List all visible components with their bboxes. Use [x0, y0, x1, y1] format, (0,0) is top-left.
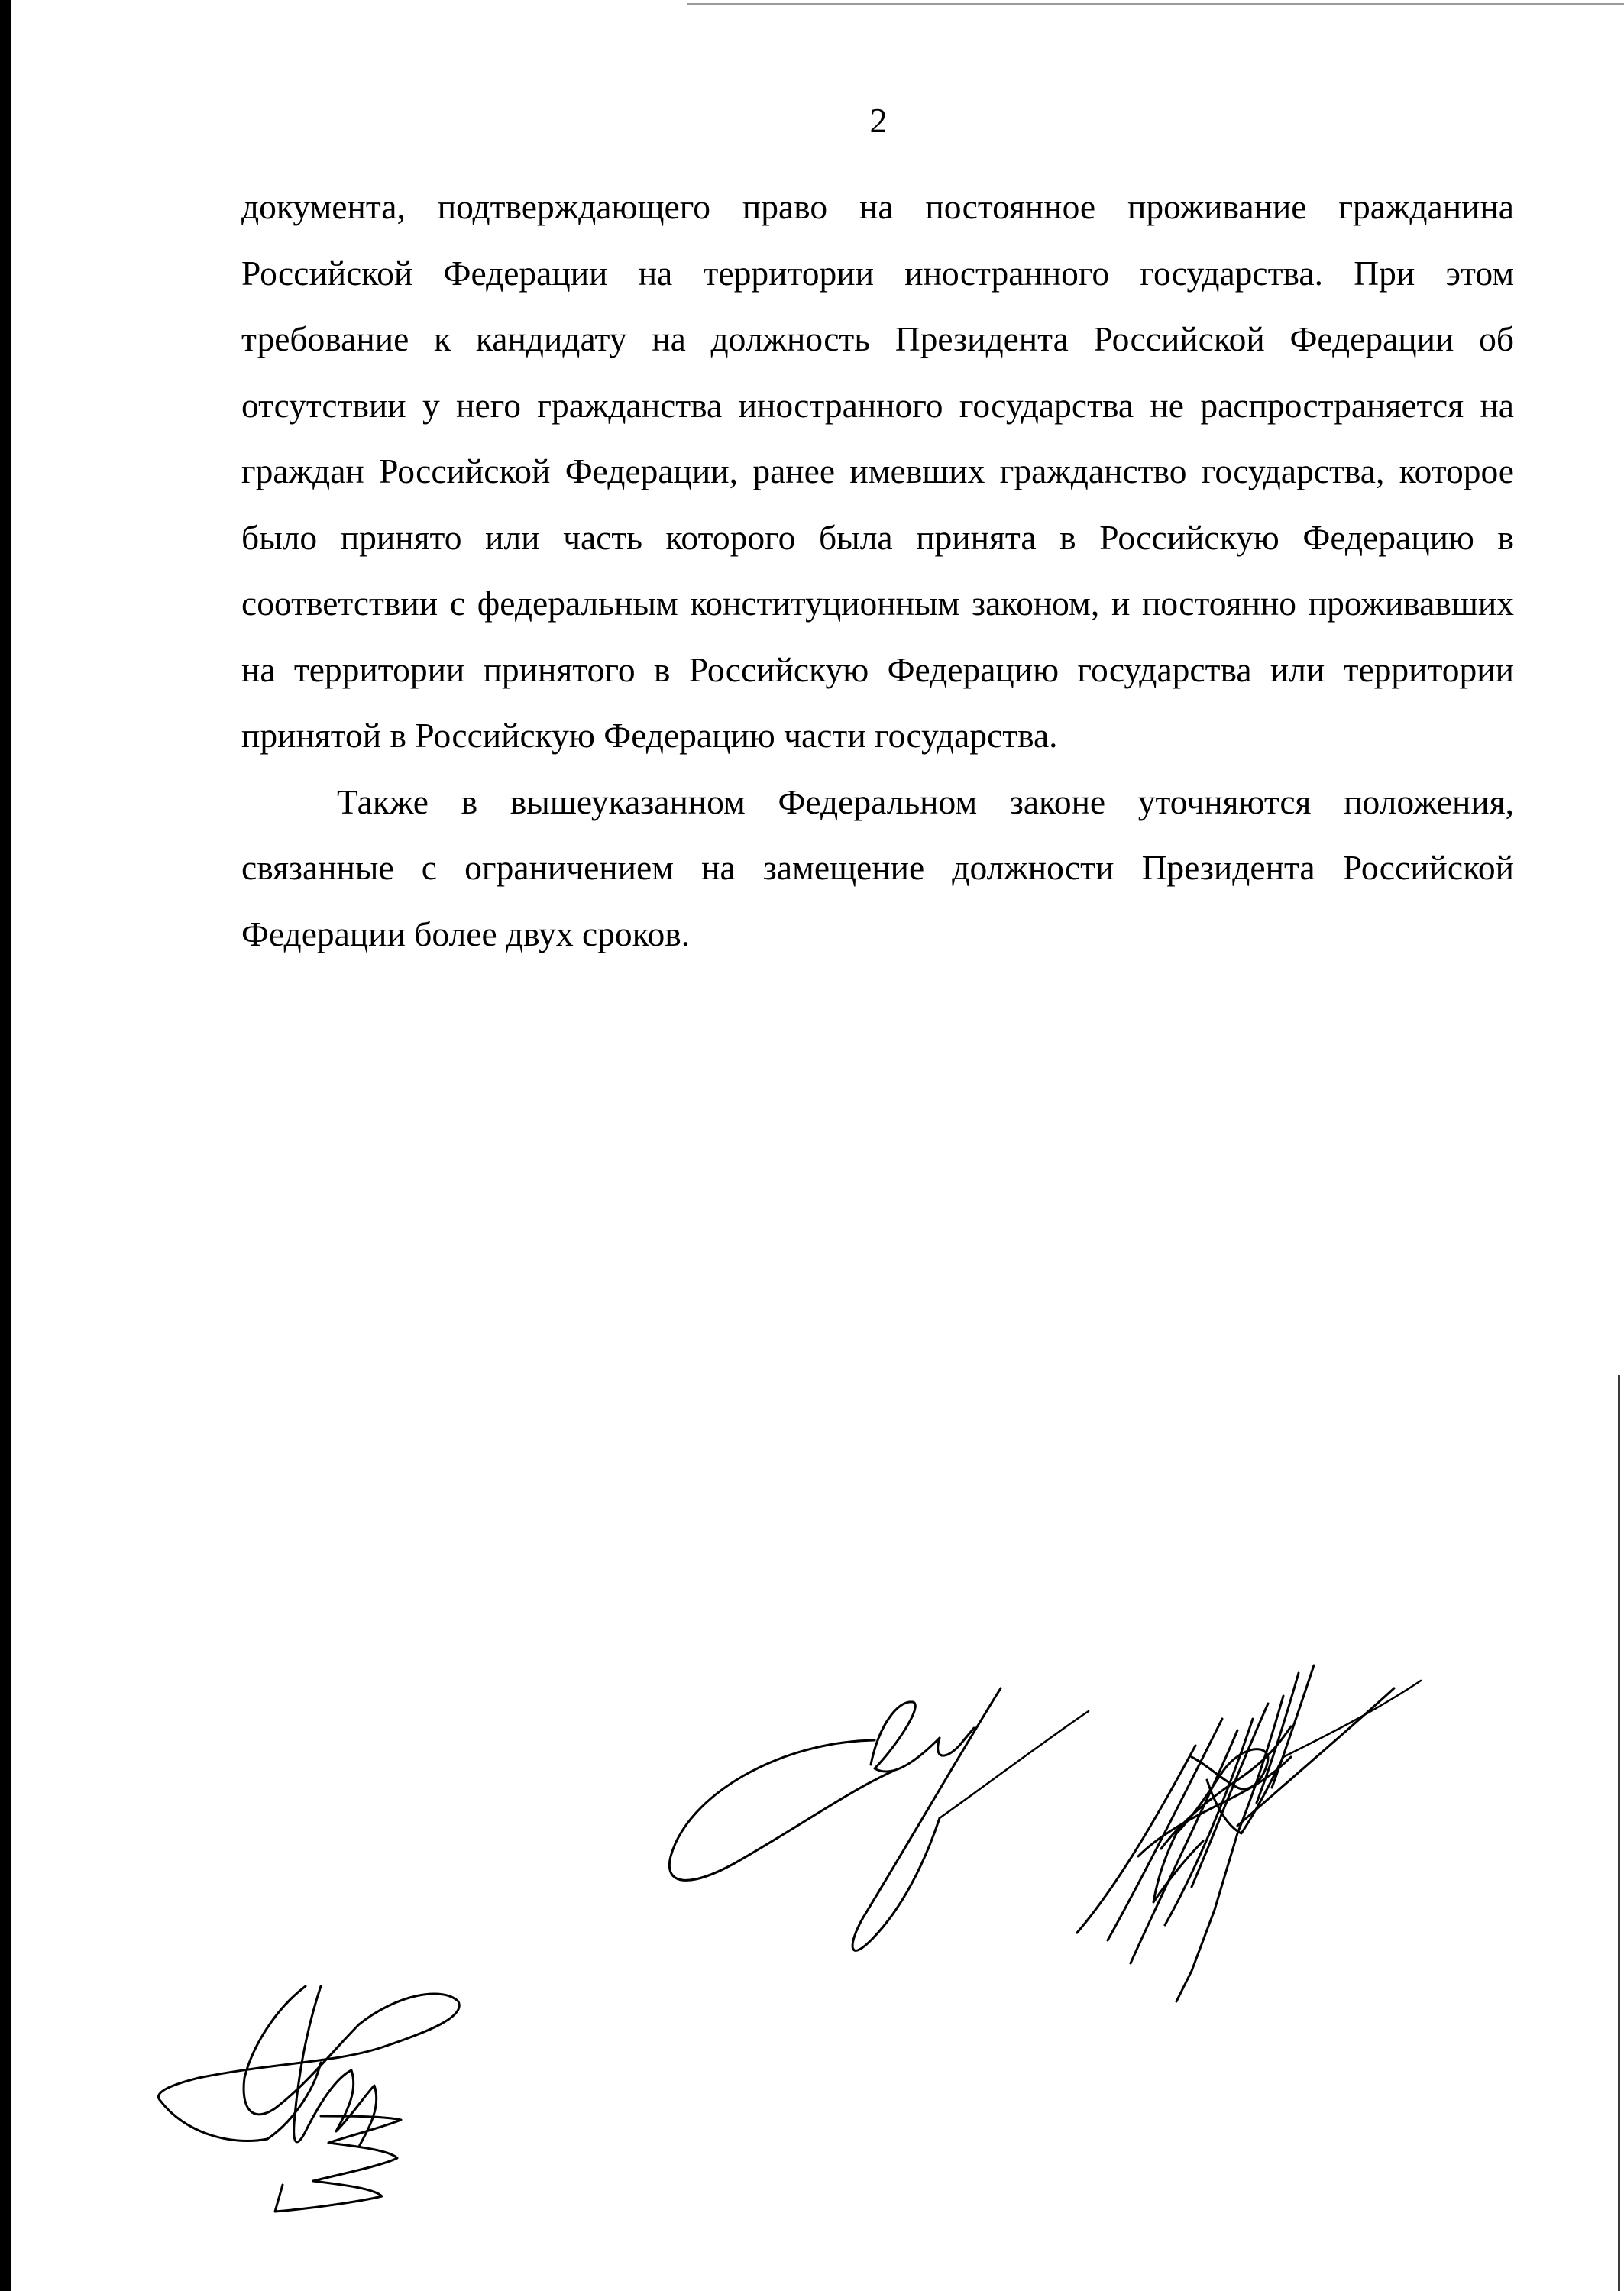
scan-edge-top	[687, 3, 1624, 5]
signature-2	[1077, 1665, 1421, 2001]
document-body	[241, 174, 1514, 967]
signature-1	[669, 1688, 1089, 1950]
scan-edge-left	[0, 0, 11, 2291]
paragraph-2: Также в вышеуказанном Федеральном законе уточняются положения, связанные с ограничением на замещение должности Президента Российской Федерации более двух сроков.	[241, 781, 1514, 953]
page-number: 2	[869, 101, 888, 140]
signature-3	[158, 1986, 459, 2212]
paragraph-1: документа, подтверждающего право на постоянное проживание гражданина Российской Федерации на территории иностранного государства. При этом требование к кандидату на должность Президента Российской Федерации об отсутствии у него гражданства иностранного государства не распространяется на граждан Российской Федерации, ранее имевших гражданство государства, которое было принято или часть которого была принята в Российскую Федерацию в соответствии с федеральным конституционным законом, и постоянно проживавших на территории принятого в Российскую Федерацию государства или территории принятой в Российскую Федерацию части государства.	[241, 187, 1514, 755]
scan-edge-right	[1618, 1375, 1620, 2291]
